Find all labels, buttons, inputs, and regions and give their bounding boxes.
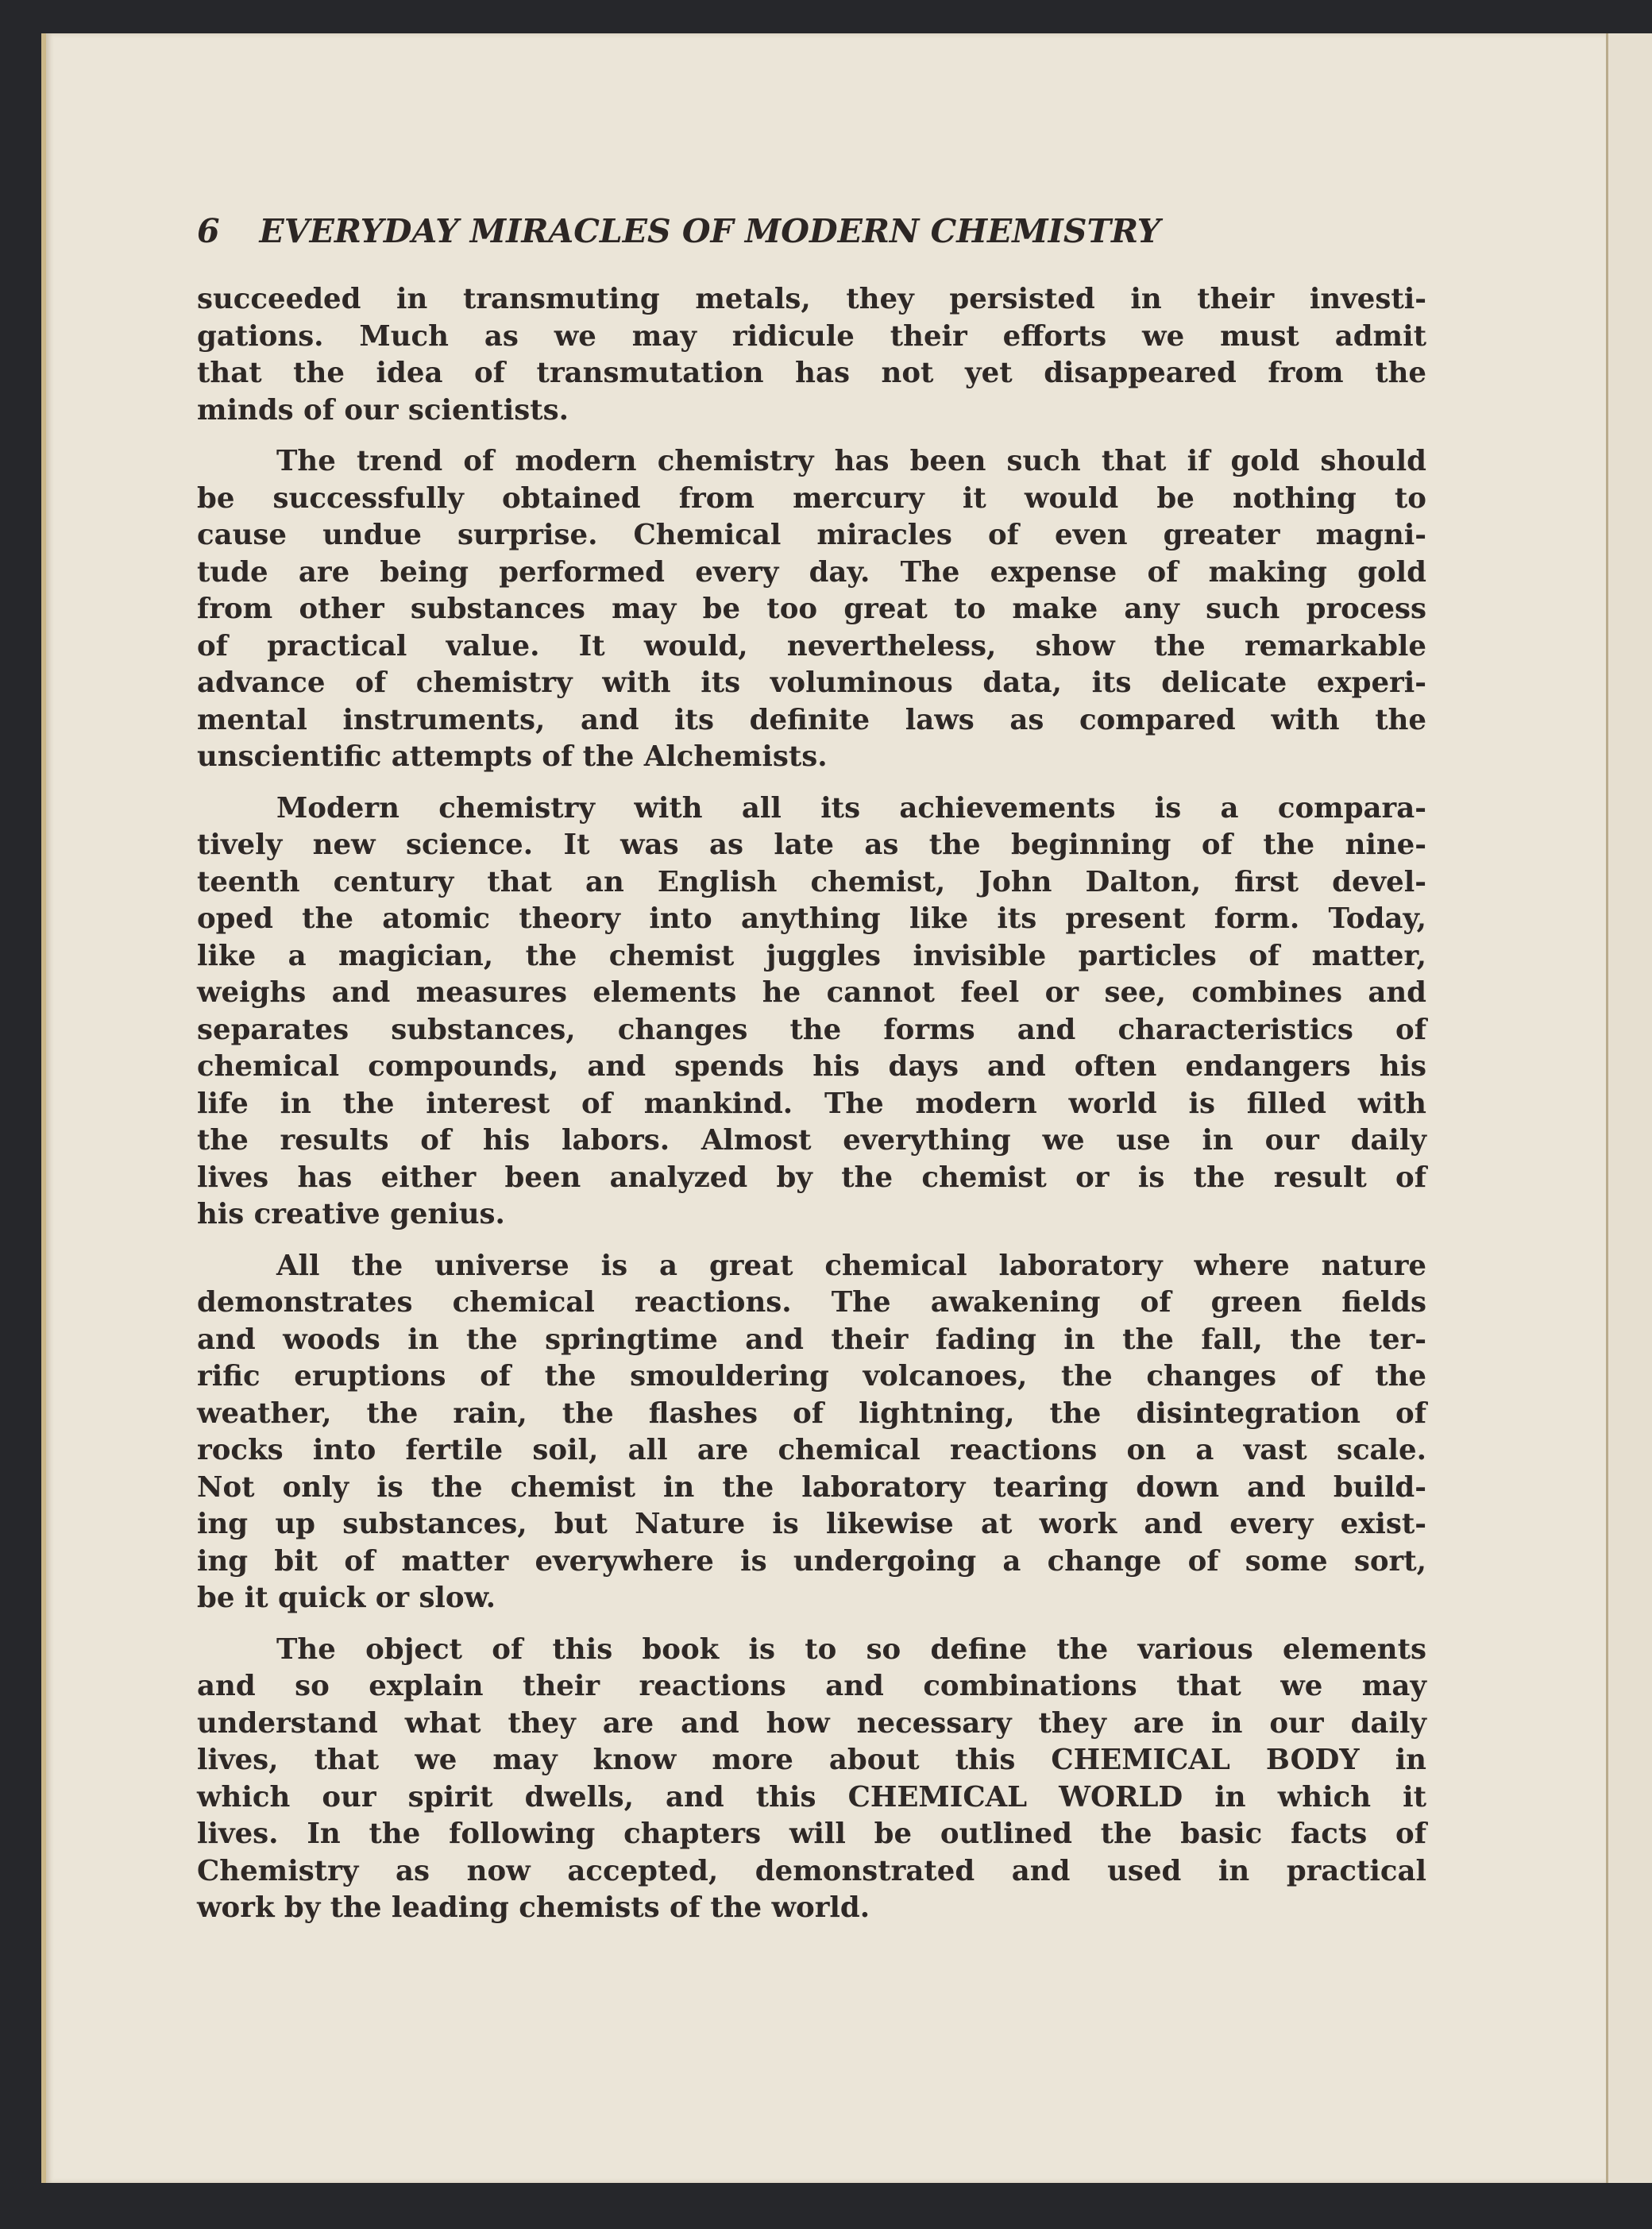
text-line: like a magician, the chemist juggles invisible particles of matter,	[197, 939, 1426, 972]
facing-page-edge	[1606, 33, 1652, 2183]
text-line: be it quick or slow.	[197, 1582, 496, 1614]
paragraph	[197, 281, 1426, 429]
text-line: tude are being performed every day. The expense of making gold	[197, 555, 1426, 589]
text-line: from other substances may be too great to make any such process	[197, 593, 1426, 625]
text-line: his creative genius.	[197, 1198, 505, 1230]
text-line: succeeded in transmuting metals, they persisted in their investi-	[197, 283, 1426, 315]
text-line: Chemistry as now accepted, demonstrated and used in practical	[197, 1854, 1426, 1887]
running-title: EVERYDAY MIRACLES OF MODERN CHEMISTRY	[259, 212, 1161, 250]
paragraph	[197, 790, 1426, 1234]
text-line: gations. Much as we may ridicule their efforts we must admit	[197, 319, 1426, 353]
text-line: The trend of modern chemistry has been such that if gold should	[276, 445, 1426, 477]
text-line: unscientific attempts of the Alchemists.	[197, 740, 828, 773]
text-line: teenth century that an English chemist, John Dalton, first devel-	[197, 865, 1426, 898]
text-line: ing up substances, but Nature is likewise at work and every exist-	[197, 1508, 1426, 1540]
text-line: The object of this book is to so define the various elements	[276, 1632, 1426, 1666]
text-line: the results of his labors. Almost everything we use in our daily	[197, 1124, 1426, 1157]
text-line: lives, that we may know more about this CHEMICAL BODY in	[197, 1744, 1426, 1776]
text-line: and woods in the springtime and their fading in the fall, the ter-	[197, 1323, 1426, 1356]
text-line: separates substances, changes the forms and characteristics of	[197, 1013, 1426, 1046]
text-line: work by the leading chemists of the world.	[197, 1891, 870, 1924]
text-line: and so explain their reactions and combinations that we may	[197, 1670, 1426, 1702]
text-line: weighs and measures elements he cannot feel or see, combines and	[197, 976, 1426, 1009]
text-line: that the idea of transmutation has not yet disappeared from the	[197, 357, 1426, 389]
text-line: demonstrates chemical reactions. The awakening of green fields	[197, 1286, 1426, 1319]
text-line: minds of our scientists.	[197, 393, 569, 427]
text-line: which our spirit dwells, and this CHEMICAL WORLD in which it	[197, 1780, 1426, 1814]
text-line: Not only is the chemist in the laboratory tearing down and build-	[197, 1470, 1426, 1504]
text-line: lives. In the following chapters will be outlined the basic facts of	[197, 1818, 1426, 1850]
text-line: advance of chemistry with its voluminous data, its delicate experi-	[197, 666, 1426, 699]
text-line: lives has either been analyzed by the chemist or is the result of	[197, 1161, 1426, 1194]
paragraph	[197, 1248, 1426, 1617]
text-line: understand what they are and how necessary they are in our daily	[197, 1706, 1426, 1740]
text-line: of practical value. It would, nevertheless, show the remarkable	[197, 629, 1426, 663]
text-line: chemical compounds, and spends his days and often endangers his	[197, 1050, 1426, 1083]
running-head	[197, 212, 1160, 250]
body-text	[197, 281, 1426, 1941]
book-page	[41, 33, 1608, 2183]
text-line: cause undue surprise. Chemical miracles of even greater magni-	[197, 519, 1426, 551]
page-number: 6	[197, 212, 220, 250]
text-line: rific eruptions of the smouldering volcanoes, the changes of the	[197, 1360, 1426, 1393]
paragraph	[197, 1632, 1426, 1927]
text-line: weather, the rain, the flashes of lightning, the disintegration of	[197, 1397, 1426, 1430]
text-line: ing bit of matter everywhere is undergoing a change of some sort,	[197, 1544, 1426, 1578]
text-line: Modern chemistry with all its achievements is a compara-	[276, 791, 1426, 825]
text-line: All the universe is a great chemical laboratory where nature	[276, 1249, 1426, 1282]
text-line: rocks into fertile soil, all are chemical reactions on a vast scale.	[197, 1434, 1426, 1466]
text-line: life in the interest of mankind. The modern world is filled with	[197, 1087, 1426, 1120]
paragraph	[197, 443, 1426, 776]
text-line: oped the atomic theory into anything like its present form. Today,	[197, 902, 1426, 935]
text-line: mental instruments, and its definite laws as compared with the	[197, 703, 1426, 736]
text-line: tively new science. It was as late as the beginning of the nine-	[197, 829, 1426, 861]
text-line: be successfully obtained from mercury it would be nothing to	[197, 481, 1426, 515]
